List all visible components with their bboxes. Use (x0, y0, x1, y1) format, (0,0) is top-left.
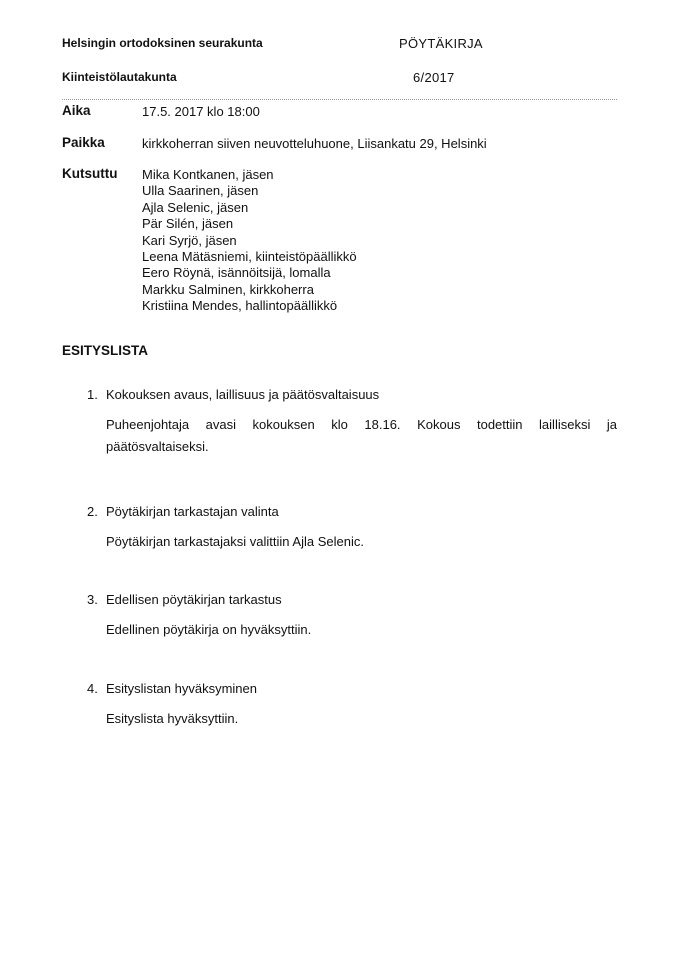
agenda-item-title: Esityslistan hyväksyminen (106, 681, 257, 696)
invited-list (142, 167, 357, 315)
invited-item: Kristiina Mendes, hallintopäällikkö (142, 298, 338, 314)
agenda-item-title: Edellisen pöytäkirjan tarkastus (106, 592, 282, 607)
agenda-item-number: 1. (87, 387, 98, 402)
agenda-item-number: 4. (87, 681, 98, 696)
time-value: 17.5. 2017 klo 18:00 (142, 104, 260, 119)
agenda-item-number: 3. (87, 592, 98, 607)
invited-item: Kari Syrjö, jäsen (142, 232, 237, 248)
invited-item: Ulla Saarinen, jäsen (142, 183, 259, 199)
agenda-item-title: Kokouksen avaus, laillisuus ja päätösvaltaisuus (106, 387, 380, 402)
agenda-item-number: 2. (87, 504, 98, 519)
place-label: Paikka (62, 135, 105, 150)
invited-item: Eero Röynä, isännöitsijä, lomalla (142, 265, 331, 281)
document-type: PÖYTÄKIRJA (399, 36, 483, 51)
document-number: 6/2017 (413, 70, 455, 85)
time-label: Aika (62, 103, 91, 118)
header-divider (62, 99, 617, 100)
invited-item: Mika Kontkanen, jäsen (142, 167, 274, 182)
invited-item: Leena Mätäsniemi, kiinteistöpäällikkö (142, 249, 357, 265)
agenda-title: ESITYSLISTA (62, 343, 149, 358)
invited-item: Markku Salminen, kirkkoherra (142, 281, 314, 297)
agenda-item-title: Pöytäkirjan tarkastajan valinta (106, 504, 279, 519)
organization-name: Helsingin ortodoksinen seurakunta (62, 36, 263, 50)
board-name: Kiinteistölautakunta (62, 70, 177, 84)
invited-item: Pär Silén, jäsen (142, 216, 234, 232)
agenda-item-body: Esityslista hyväksyttiin. (106, 711, 239, 726)
place-value: kirkkoherran siiven neuvotteluhuone, Liisankatu 29, Helsinki (142, 136, 487, 151)
agenda-item-body: Pöytäkirjan tarkastajaksi valittiin Ajla Selenic. (106, 534, 364, 549)
invited-item: Ajla Selenic, jäsen (142, 199, 249, 215)
invited-label: Kutsuttu (62, 166, 118, 181)
agenda-item-body: Puheenjohtaja avasi kokouksen klo 18.16. Kokous todettiin lailliseksi ja päätösvaltaiseksi. (106, 417, 617, 454)
agenda-item-body: Edellinen pöytäkirja on hyväksyttiin. (106, 622, 312, 637)
